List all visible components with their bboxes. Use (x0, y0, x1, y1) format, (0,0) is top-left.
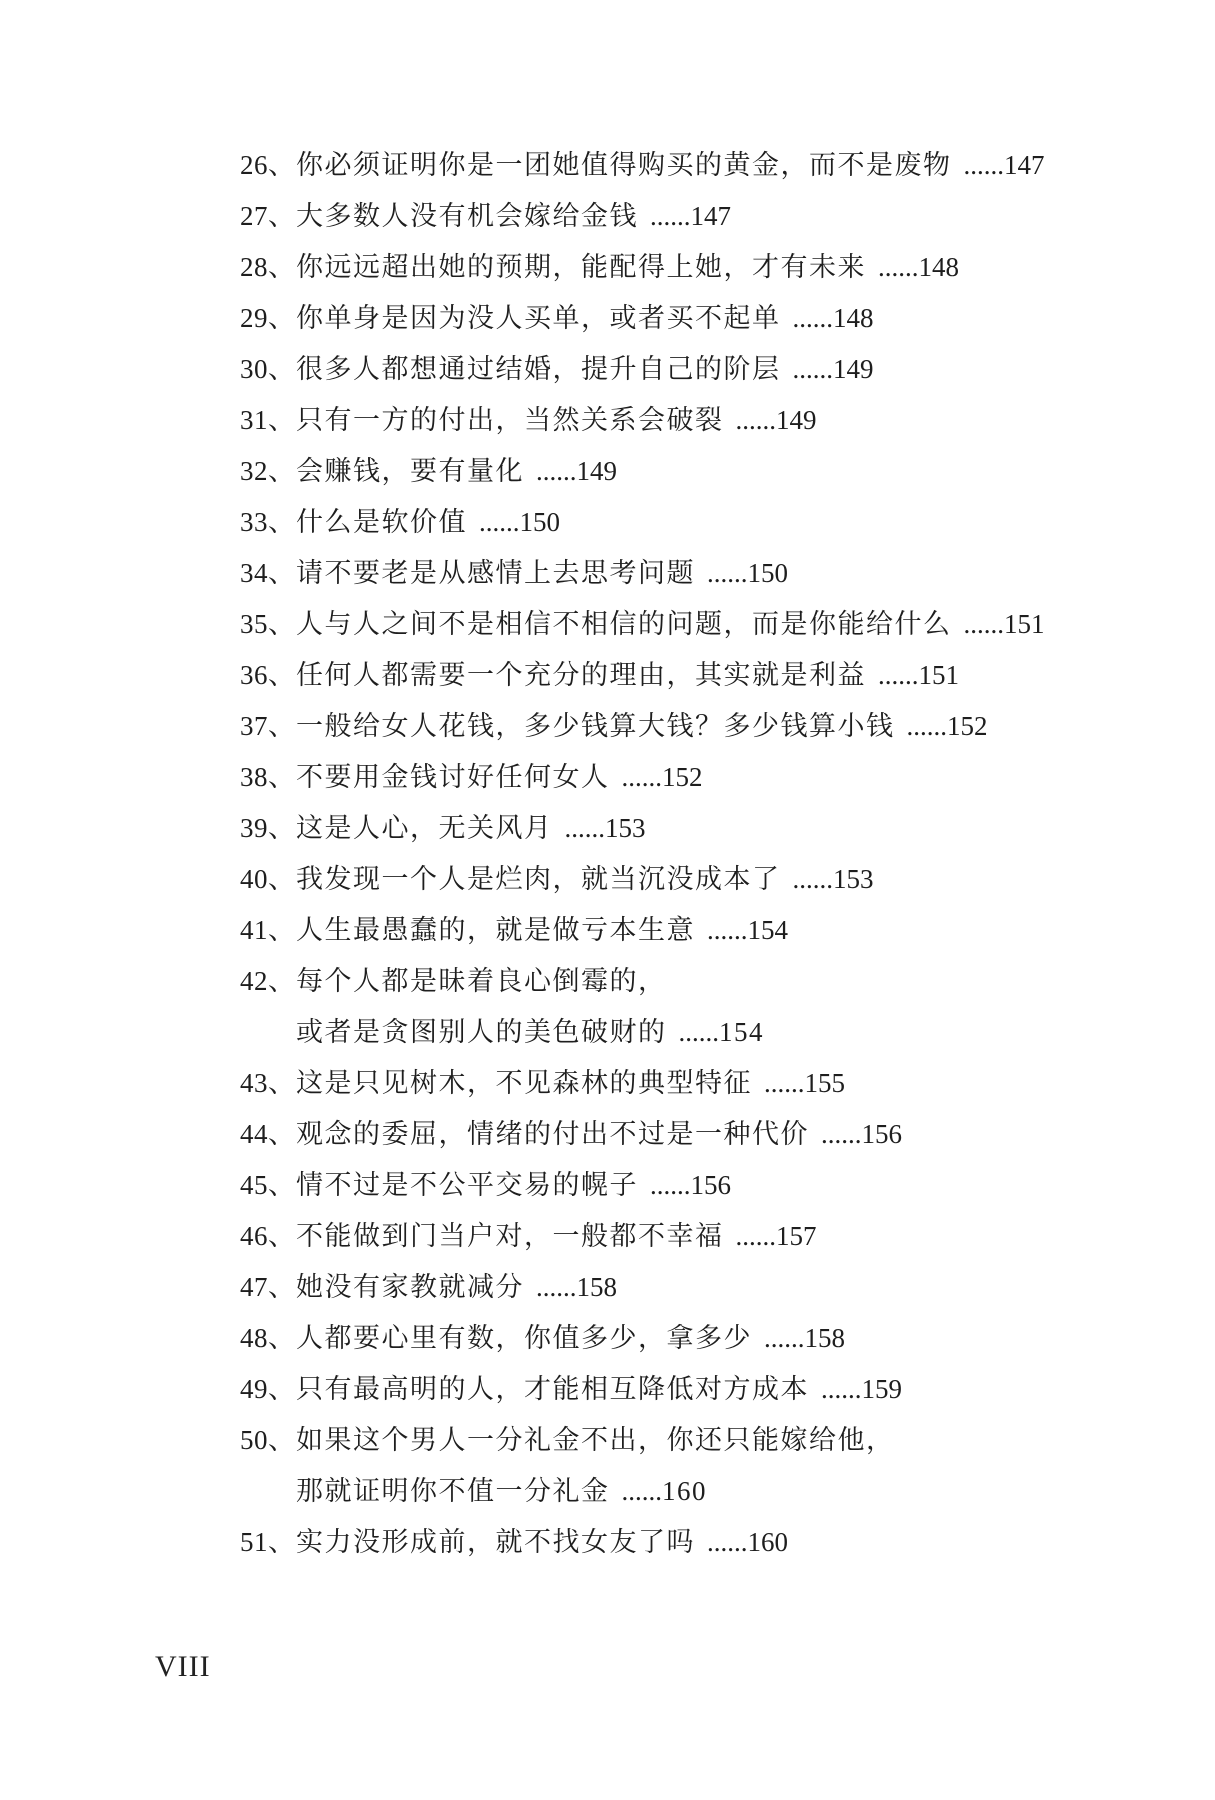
toc-entry-number: 49、 (240, 1374, 296, 1404)
toc-entry (240, 854, 1140, 905)
toc-entry-page-number: 147 (1004, 150, 1045, 180)
toc-entry-page-number: 153 (833, 864, 874, 894)
toc-entry-title: 不要用金钱讨好任何女人 (296, 762, 610, 793)
toc-entry-leader-dots: ...... (792, 354, 833, 384)
toc-entry-title: 你必须证明你是一团她值得购买的黄金，而不是废物 (296, 150, 952, 181)
toc-entry-page-number: 156 (861, 1119, 902, 1149)
toc-entry-page-number: 148 (918, 252, 959, 282)
toc-entry-page-number: 155 (804, 1068, 845, 1098)
toc-entry-title: 你远远超出她的预期，能配得上她，才有未来 (296, 252, 866, 283)
toc-entry-page-number: 156 (690, 1170, 731, 1200)
toc-entry-title: 什么是软价值 (296, 507, 467, 538)
toc-entry-page-number: 154 (719, 1017, 764, 1047)
toc-entry-number: 44、 (240, 1119, 296, 1149)
toc-entry (240, 140, 1140, 191)
toc-entry-number: 34、 (240, 558, 296, 588)
toc-entry (240, 344, 1140, 395)
toc-entry-number: 41、 (240, 915, 296, 945)
toc-entry-title: 实力没形成前，就不找女友了吗 (296, 1527, 695, 1558)
toc-entry-leader-dots: ...... (536, 456, 577, 486)
toc-entry-title: 她没有家教就减分 (296, 1272, 524, 1303)
toc-entry-leader-dots: ...... (792, 864, 833, 894)
toc-entry (240, 650, 1140, 701)
toc-entry (240, 548, 1140, 599)
toc-entry-title: 请不要老是从感情上去思考问题 (296, 558, 695, 589)
toc-entry-title: 人与人之间不是相信不相信的问题，而是你能给什么 (296, 609, 952, 640)
toc-entry-title: 人都要心里有数，你值多少，拿多少 (296, 1323, 752, 1354)
toc-entry-page-number: 158 (576, 1272, 617, 1302)
toc-entry-title: 只有最高明的人，才能相互降低对方成本 (296, 1374, 809, 1405)
toc-entry (240, 497, 1140, 548)
toc-entry-leader-dots: ...... (650, 201, 691, 231)
toc-entry-title-continued-text: 那就证明你不值一分礼金 (296, 1476, 610, 1507)
toc-entry-page-number: 148 (833, 303, 874, 333)
toc-entry-leader-dots: ...... (707, 915, 748, 945)
toc-entry (240, 803, 1140, 854)
toc-entry (240, 1415, 1140, 1517)
toc-entry-leader-dots: ...... (821, 1374, 862, 1404)
toc-entry-leader-dots: ...... (878, 252, 919, 282)
toc-entry (240, 599, 1140, 650)
toc-entry-number: 40、 (240, 864, 296, 894)
toc-entry-number: 42、 (240, 966, 296, 996)
toc-entry (240, 1313, 1140, 1364)
toc-entry-title-continued (240, 1466, 1140, 1517)
toc-entry (240, 242, 1140, 293)
toc-entry-number: 39、 (240, 813, 296, 843)
toc-entry-leader-dots: ...... (792, 303, 833, 333)
toc-entry-leader-dots: ...... (650, 1170, 691, 1200)
toc-entry (240, 701, 1140, 752)
toc-entry-page-number: 149 (833, 354, 874, 384)
toc-entry-number: 37、 (240, 711, 296, 741)
toc-entry-number: 38、 (240, 762, 296, 792)
toc-entry-title: 如果这个男人一分礼金不出，你还只能嫁给他， (296, 1425, 895, 1456)
toc-entry-page-number: 151 (1004, 609, 1045, 639)
toc-entry-number: 30、 (240, 354, 296, 384)
toc-entry-title: 只有一方的付出，当然关系会破裂 (296, 405, 724, 436)
toc-entry-leader-dots: ...... (821, 1119, 862, 1149)
toc-entry-number: 47、 (240, 1272, 296, 1302)
toc-entry-number: 43、 (240, 1068, 296, 1098)
toc-entry-leader-dots: ...... (764, 1323, 805, 1353)
toc-entry-number: 35、 (240, 609, 296, 639)
toc-entry-number: 29、 (240, 303, 296, 333)
toc-entry-number: 31、 (240, 405, 296, 435)
toc-entry-leader-dots: ...... (536, 1272, 577, 1302)
toc-entry (240, 1262, 1140, 1313)
toc-entry-leader-dots: ...... (707, 558, 748, 588)
toc-entry-page-number: 154 (747, 915, 788, 945)
toc-entry-title: 不能做到门当户对，一般都不幸福 (296, 1221, 724, 1252)
toc-entry-page-number: 152 (662, 762, 703, 792)
toc-entry (240, 1109, 1140, 1160)
toc-entry-number: 33、 (240, 507, 296, 537)
toc-entry-number: 28、 (240, 252, 296, 282)
toc-entry-page-number: 160 (662, 1476, 707, 1506)
toc-entry-leader-dots: ...... (963, 609, 1004, 639)
toc-entry (240, 1211, 1140, 1262)
toc-entry-leader-dots: ...... (878, 660, 919, 690)
toc-entry (240, 1517, 1140, 1568)
toc-entry-title: 大多数人没有机会嫁给金钱 (296, 201, 638, 232)
toc-entry-page-number: 160 (747, 1527, 788, 1557)
toc-entry-title-continued-text: 或者是贪图别人的美色破财的 (296, 1017, 667, 1048)
toc-entry-title: 一般给女人花钱，多少钱算大钱？多少钱算小钱 (296, 711, 895, 742)
toc-entry-number: 32、 (240, 456, 296, 486)
toc-entry-leader-dots: ...... (764, 1068, 805, 1098)
toc-entry-number: 27、 (240, 201, 296, 231)
toc-entry-title-continued (240, 1007, 1140, 1058)
toc-entry (240, 752, 1140, 803)
toc-entry-leader-dots: ...... (906, 711, 947, 741)
toc-entry-number: 36、 (240, 660, 296, 690)
toc-entry-number: 51、 (240, 1527, 296, 1557)
page-number: VIII (155, 1650, 211, 1683)
toc-entry (240, 956, 1140, 1058)
toc-entry-title: 情不过是不公平交易的幌子 (296, 1170, 638, 1201)
toc-entry-number: 46、 (240, 1221, 296, 1251)
toc-entry-title: 任何人都需要一个充分的理由，其实就是利益 (296, 660, 866, 691)
toc-entry-page-number: 150 (747, 558, 788, 588)
toc-entry-page-number: 152 (947, 711, 988, 741)
toc-entry-page-number: 149 (776, 405, 817, 435)
toc-entry-page-number: 147 (690, 201, 731, 231)
toc-entry-leader-dots: ...... (621, 1476, 662, 1506)
toc-entry-leader-dots: ...... (479, 507, 520, 537)
toc-entry-title: 会赚钱，要有量化 (296, 456, 524, 487)
toc-entry-leader-dots: ...... (564, 813, 605, 843)
toc-entry-title: 我发现一个人是烂肉，就当沉没成本了 (296, 864, 781, 895)
toc-entry-title: 每个人都是昧着良心倒霉的， (296, 966, 667, 997)
toc-entry-page-number: 158 (804, 1323, 845, 1353)
toc-entry (240, 1058, 1140, 1109)
toc-entry-page-number: 151 (918, 660, 959, 690)
toc-entry-leader-dots: ...... (707, 1527, 748, 1557)
toc-entry-leader-dots: ...... (735, 1221, 776, 1251)
toc-entry (240, 1160, 1140, 1211)
toc-entry-number: 45、 (240, 1170, 296, 1200)
toc-entry-title: 很多人都想通过结婚，提升自己的阶层 (296, 354, 781, 385)
toc-entry (240, 395, 1140, 446)
toc-entry (240, 293, 1140, 344)
toc-entry-number: 50、 (240, 1425, 296, 1455)
toc-entry-leader-dots: ...... (735, 405, 776, 435)
toc-entry-number: 26、 (240, 150, 296, 180)
toc-entry (240, 446, 1140, 497)
toc-entry-leader-dots: ...... (963, 150, 1004, 180)
toc-entry-title: 这是人心，无关风月 (296, 813, 553, 844)
toc-entry-page-number: 157 (776, 1221, 817, 1251)
toc-entry-title: 这是只见树木，不见森林的典型特征 (296, 1068, 752, 1099)
toc-entry-title: 你单身是因为没人买单，或者买不起单 (296, 303, 781, 334)
table-of-contents (240, 140, 1140, 1568)
toc-entry-leader-dots: ...... (621, 762, 662, 792)
toc-entry-page-number: 150 (519, 507, 560, 537)
toc-entry-title: 人生最愚蠢的，就是做亏本生意 (296, 915, 695, 946)
toc-entry (240, 191, 1140, 242)
toc-entry-page-number: 153 (605, 813, 646, 843)
toc-entry-page-number: 149 (576, 456, 617, 486)
toc-entry-leader-dots: ...... (678, 1017, 719, 1047)
toc-entry-title: 观念的委屈，情绪的付出不过是一种代价 (296, 1119, 809, 1150)
toc-entry-number: 48、 (240, 1323, 296, 1353)
toc-entry (240, 1364, 1140, 1415)
toc-entry (240, 905, 1140, 956)
toc-entry-page-number: 159 (861, 1374, 902, 1404)
